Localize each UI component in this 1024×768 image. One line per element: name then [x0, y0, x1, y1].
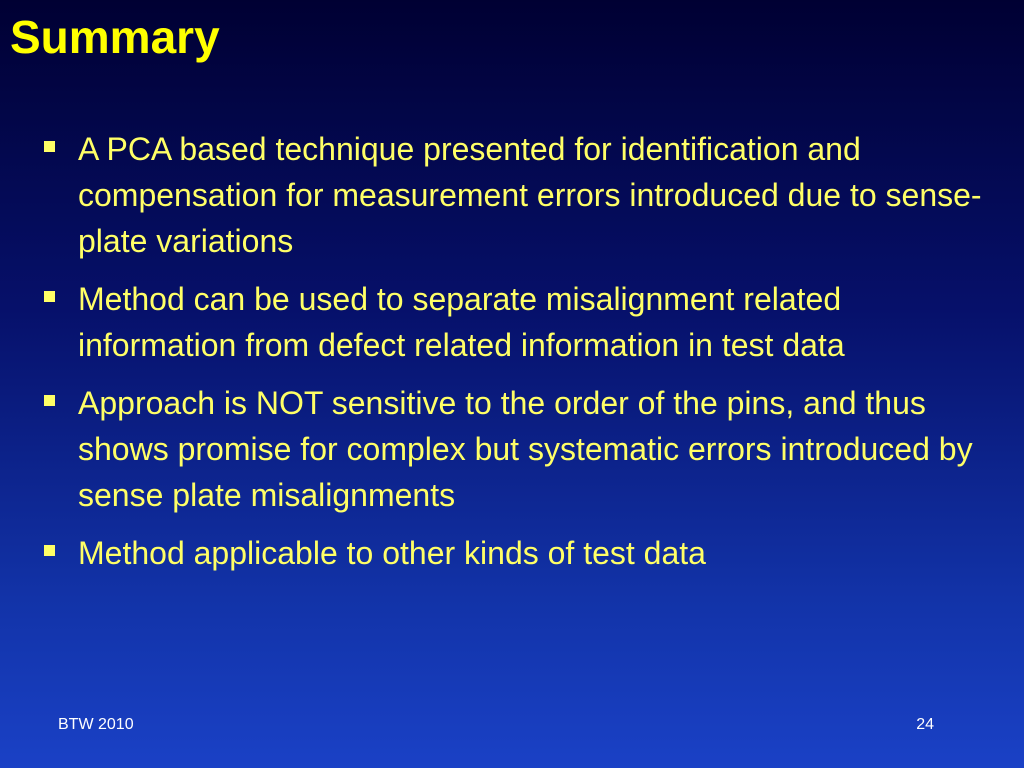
bullet-text: A PCA based technique presented for identification and compensation for measurement errors introduced due to sense-plate variations: [78, 131, 982, 259]
bullet-text: Method applicable to other kinds of test data: [78, 535, 706, 571]
square-bullet-icon: [44, 395, 55, 406]
footer-event-label: BTW 2010: [58, 716, 134, 733]
square-bullet-icon: [44, 291, 55, 302]
slide-title: Summary: [10, 11, 220, 63]
square-bullet-icon: [44, 141, 55, 152]
bullet-item: [40, 530, 1000, 576]
bullet-item: [40, 380, 1000, 518]
square-bullet-icon: [44, 545, 55, 556]
bullet-list: [40, 126, 1000, 588]
slide-number: 24: [916, 716, 934, 733]
bullet-text: Method can be used to separate misalignment related information from defect related information in test data: [78, 281, 845, 363]
bullet-item: [40, 276, 1000, 368]
bullet-text: Approach is NOT sensitive to the order of the pins, and thus shows promise for complex but systematic errors introduced by sense plate misalignments: [78, 385, 973, 513]
bullet-item: [40, 126, 1000, 264]
